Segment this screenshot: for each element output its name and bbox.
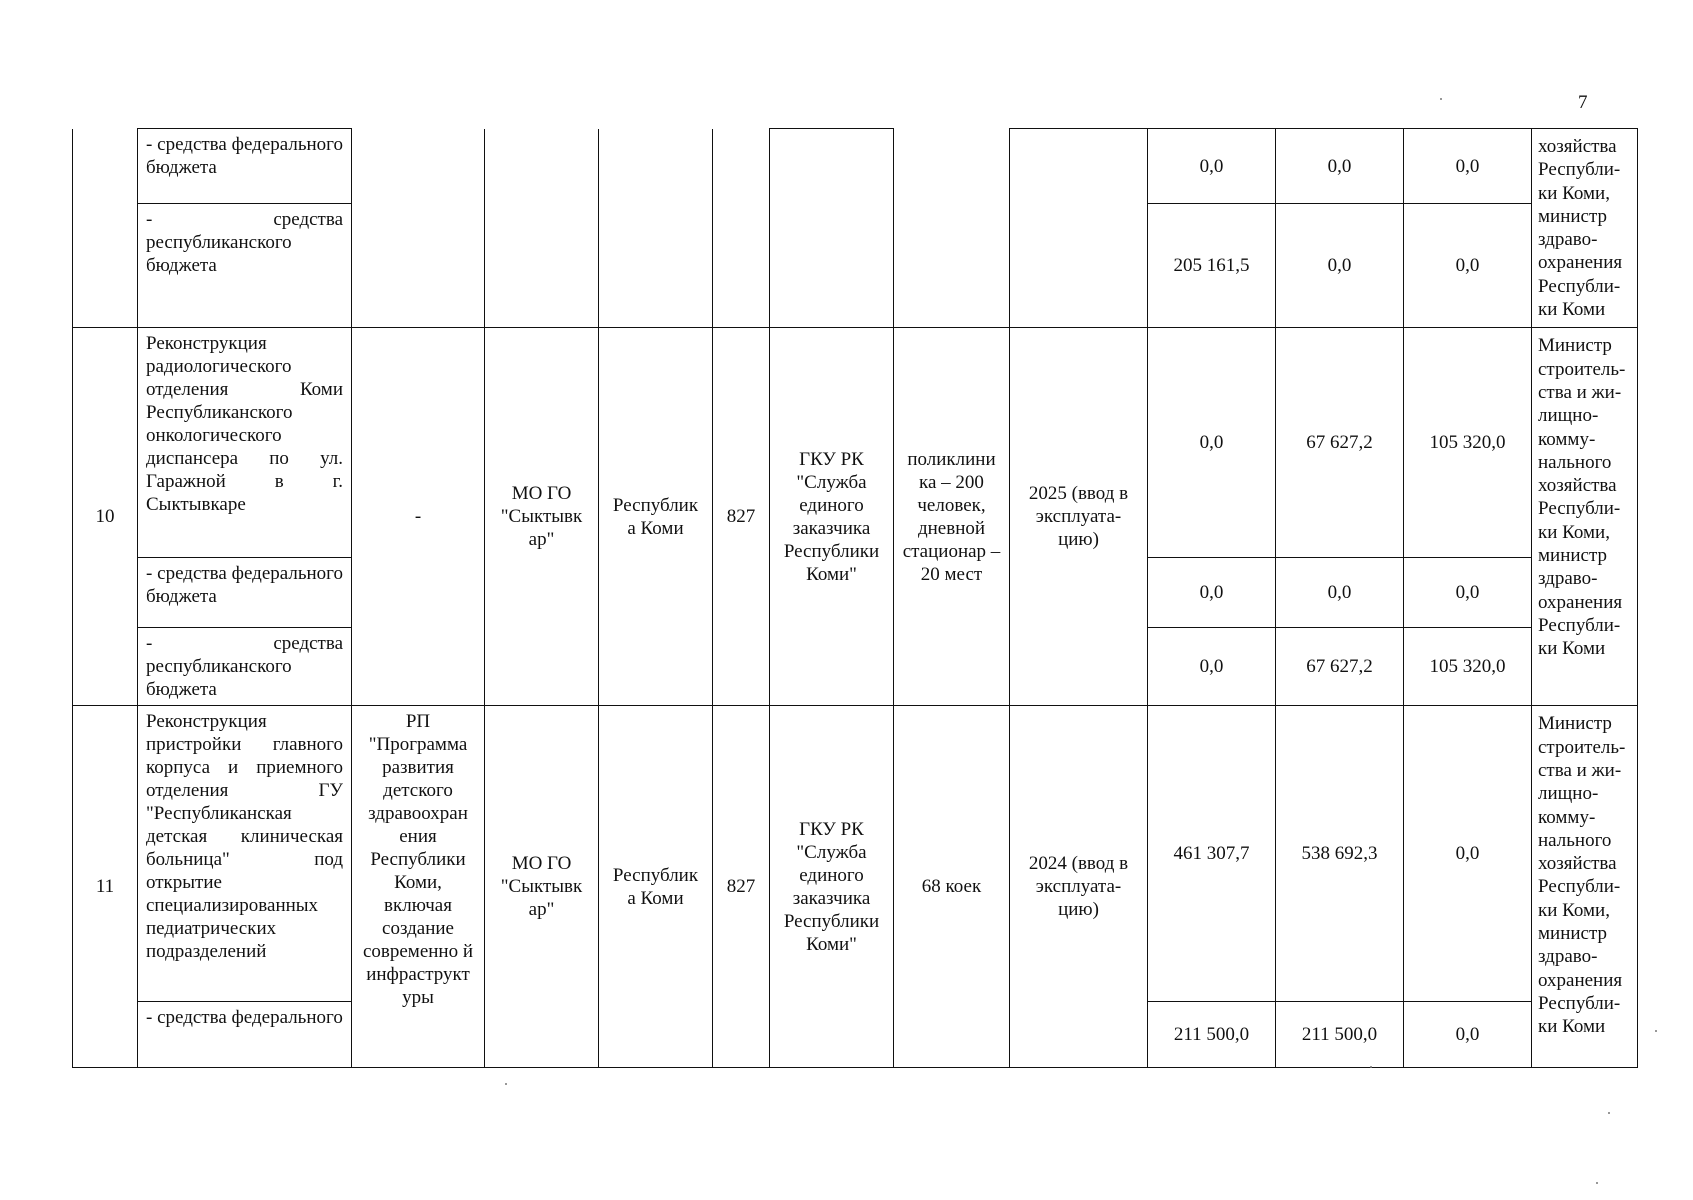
municipality-cell [485,129,599,328]
value-cell: 211 500,0 [1148,1002,1276,1068]
value-cell: 0,0 [1404,706,1532,1002]
value-cell: 0,0 [1276,129,1404,204]
project-cell [352,129,485,328]
budget-code: 827 [713,328,770,706]
customer: ГКУ РК "Служба единого заказчика Республики Коми" [770,328,894,706]
source-republic: - средства республиканского бюджета [138,628,352,706]
value-cell: 105 320,0 [1404,328,1532,558]
project-name: РП "Программа развития детского здравоохран ения Республики Коми, включая создание современно й инфраструкт уры [352,706,485,1068]
value-cell: 0,0 [1148,628,1276,706]
capacity: 68 коек [894,706,1010,1068]
value-cell: 0,0 [1404,204,1532,328]
scan-speck [1608,1112,1610,1114]
value-cell: 105 320,0 [1404,628,1532,706]
source-federal: - средства федерального бюджета [138,129,352,204]
page-number: 7 [1578,92,1588,113]
value-cell: 461 307,7 [1148,706,1276,1002]
row-number-cell [73,129,138,328]
value-cell: 211 500,0 [1276,1002,1404,1068]
value-cell: 0,0 [1276,558,1404,628]
project-name: - [352,328,485,706]
value-cell: 67 627,2 [1276,628,1404,706]
budget-code: 827 [713,706,770,1068]
scan-speck [505,1083,507,1085]
region: Республик а Коми [599,706,713,1068]
table-row [73,129,1638,204]
scan-speck [1655,1030,1657,1032]
scan-speck [1596,1182,1598,1184]
investment-table [72,128,1638,1068]
value-cell: 538 692,3 [1276,706,1404,1002]
code-cell [713,129,770,328]
value-cell: 0,0 [1276,204,1404,328]
responsible: Министр строитель-ства и жи-лищно-комму-нального хозяйства Республи-ки Коми, министр здраво-охранения Республи-ки Коми [1532,328,1638,706]
customer-cell [770,129,894,328]
source-republic: - средства республиканского бюджета [138,204,352,328]
region: Республик а Коми [599,328,713,706]
value-cell: 0,0 [1404,129,1532,204]
term: 2025 (ввод в эксплуата-цию) [1010,328,1148,706]
table-row [73,328,1638,558]
row-number: 10 [73,328,138,706]
value-cell: 0,0 [1148,328,1276,558]
value-cell: 0,0 [1148,558,1276,628]
value-cell: 0,0 [1404,1002,1532,1068]
scan-speck [1440,98,1442,100]
capacity-cell [894,129,1010,328]
value-cell: 0,0 [1404,558,1532,628]
value-cell: 0,0 [1148,129,1276,204]
term-cell [1010,129,1148,328]
customer: ГКУ РК "Служба единого заказчика Республики Коми" [770,706,894,1068]
source-federal: - средства федерального [138,1002,352,1068]
region-cell [599,129,713,328]
responsible: Министр строитель-ства и жи-лищно-комму-нального хозяйства Республи-ки Коми, министр здраво-охранения Республи-ки Коми [1532,706,1638,1068]
row-number: 11 [73,706,138,1068]
value-cell: 67 627,2 [1276,328,1404,558]
object-name: Реконструкция радиологического отделения Коми Республиканского онкологического диспансера по ул. Гаражной в г. Сыктывкаре [138,328,352,558]
municipality: МО ГО "Сыктывк ар" [485,328,599,706]
term: 2024 (ввод в эксплуата-цию) [1010,706,1148,1068]
municipality: МО ГО "Сыктывк ар" [485,706,599,1068]
value-cell: 205 161,5 [1148,204,1276,328]
object-name: Реконструкция пристройки главного корпуса и приемного отделения ГУ "Республиканская детская клиническая больница" под открытие специализированных педиатрических подразделений [138,706,352,1002]
scan-speck [1370,1066,1372,1068]
source-federal: - средства федерального бюджета [138,558,352,628]
table-row [73,706,1638,1002]
capacity: поликлини ка – 200 человек, дневной стационар – 20 мест [894,328,1010,706]
responsible-cell: хозяйства Республи-ки Коми, министр здраво-охранения Республи-ки Коми [1532,129,1638,328]
